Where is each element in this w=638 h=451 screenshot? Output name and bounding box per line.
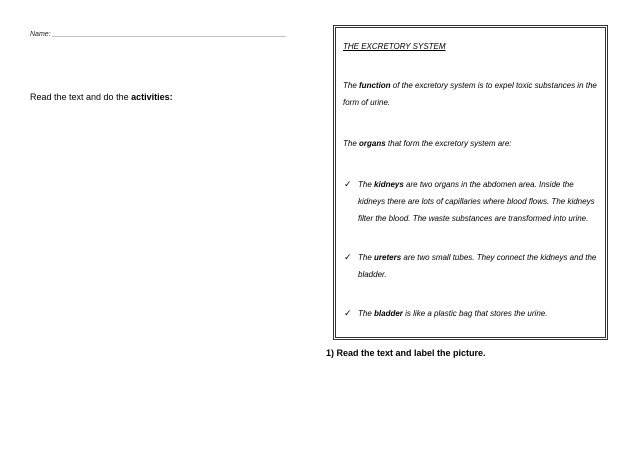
- activity-instruction: 1) Read the text and label the picture.: [326, 348, 486, 358]
- instruction: [30, 92, 173, 102]
- check-icon: ✓: [344, 179, 352, 189]
- list-item-ureters: [343, 249, 597, 283]
- box-title: THE EXCRETORY SYSTEM: [343, 42, 446, 51]
- check-icon: ✓: [344, 252, 352, 262]
- text-box: [333, 25, 608, 340]
- item-post: is like a plastic bag that stores the urine.: [402, 309, 548, 318]
- list-item-bladder: [343, 305, 597, 322]
- item-post: are two organs in the abdomen area. Inside the kidneys there are lots of capillaries where blood flows. The kidneys filter the blood. The waste substances are transformed into urine.: [358, 180, 595, 223]
- organs-paragraph: [343, 135, 597, 152]
- para2-post: that form the excretory system are:: [385, 139, 512, 148]
- para2-bold: organs: [359, 139, 386, 148]
- para1-post: of the excretory system is to expel toxic substances in the form of urine.: [343, 81, 597, 107]
- list-item-kidneys: [343, 176, 597, 227]
- check-icon: ✓: [344, 308, 352, 318]
- para2-pre: The: [343, 139, 360, 148]
- text-box-content: [343, 38, 597, 340]
- name-line: Name: ____________________________________________________________: [30, 31, 287, 38]
- instruction-prefix: Read the text and do the: [30, 92, 132, 102]
- item-pre: The: [358, 253, 375, 262]
- item-bold: bladder: [374, 309, 403, 318]
- instruction-bold: activities:: [131, 92, 173, 102]
- item-pre: The: [358, 309, 375, 318]
- para1-pre: The: [343, 81, 360, 90]
- function-paragraph: [343, 77, 597, 111]
- para1-bold: function: [359, 81, 391, 90]
- item-pre: The: [358, 180, 375, 189]
- item-bold: kidneys: [374, 180, 404, 189]
- item-post: are two small tubes. They connect the kidneys and the bladder.: [358, 253, 597, 279]
- item-bold: ureters: [374, 253, 402, 262]
